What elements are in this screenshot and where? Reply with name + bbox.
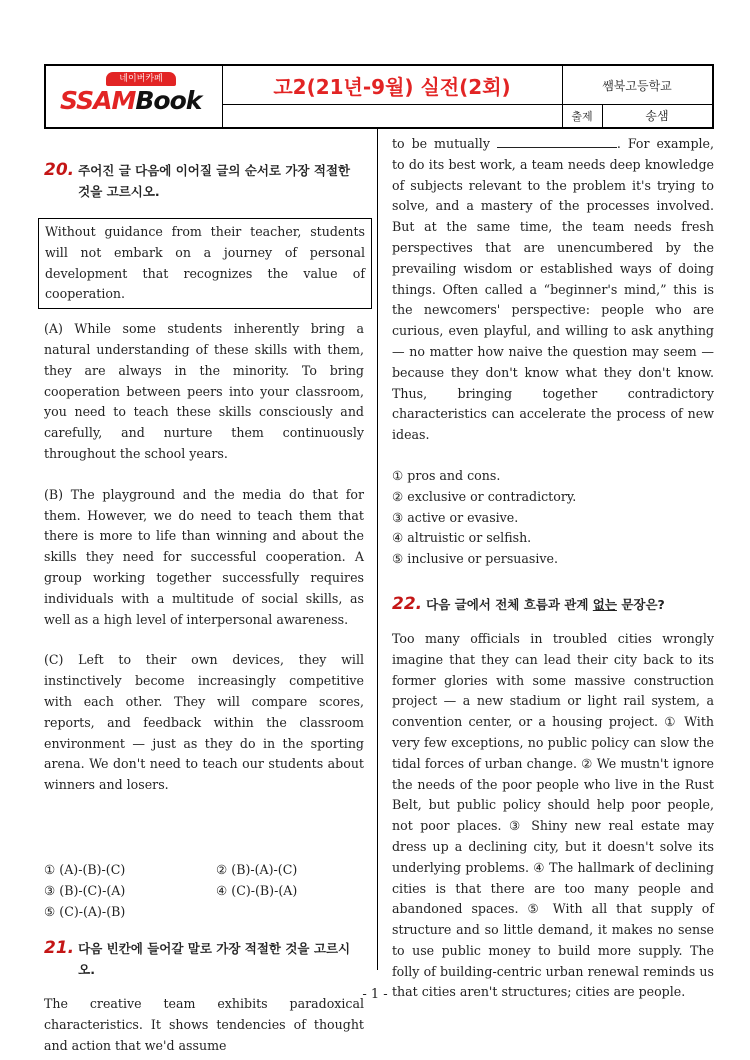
q21-number: 21. — [44, 938, 75, 959]
q22-header — [392, 594, 714, 615]
q22-question — [426, 594, 665, 615]
q20-option-2[interactable]: ② (B)-(A)-(C) — [216, 861, 298, 877]
author-label: 출제 — [562, 104, 603, 127]
logo-cell — [46, 66, 223, 127]
q21-passage-post: . For example, to do its best work, a team needs deep knowledge of subjects relevant to the problem it's trying to solve, and a mastery of the processes involved. But at the same time, the team needs fresh perspectives that are unencumbered by the prevailing wisdom or established ways of doing things. Often called a “beginner's mind,” this is the newcomers' perspective: people who are curious, even playful, and willing to ask anything — no matter how naive the question may seem — because they don't know what they don't know. Thus, bringing together contradictory characteristics can accelerate the process of new ideas. — [392, 136, 714, 443]
q22-question-pre: 다음 글에서 전체 흐름과 관계 — [426, 596, 589, 612]
school-name: 쌤북고등학교 — [562, 66, 712, 105]
q21-passage-continued — [392, 134, 714, 446]
q21-question: 다음 빈칸에 들어갈 말로 가장 적절한 것을 고르시오. — [78, 941, 351, 978]
ssambook-logo — [60, 72, 210, 122]
q22-question-underlined: 없는 — [592, 596, 617, 612]
logo-text-ssam: SSAM — [60, 86, 136, 115]
q21-option-2[interactable]: ② exclusive or contradictory. — [392, 488, 577, 504]
info-cell — [562, 66, 712, 127]
q20-passage-b: (B) The playground and the media do that for them. However, we do need to teach them that there is more to life than winning and about the skills they need for successful cooperation. A group working together successfully requires individuals with a multitude of social skills, as well as a high level of interpersonal awareness. — [44, 486, 364, 627]
q21-blank — [497, 135, 617, 148]
q22-question-post: 문장은? — [621, 596, 665, 612]
page-number: - 1 - — [362, 987, 388, 1002]
q20-given-box — [38, 218, 372, 309]
q20-given-text: Without guidance from their teacher, students will not embark on a journey of personal development that recognizes the value of cooperation. — [45, 224, 365, 302]
q20-option-1[interactable]: ① (A)-(B)-(C) — [44, 861, 126, 877]
title-cell — [222, 66, 563, 127]
exam-title: 고2(21년-9월) 실전(2회) — [222, 66, 562, 105]
left-column — [44, 160, 364, 1057]
right-column — [392, 134, 714, 1003]
q21-option-3[interactable]: ③ active or evasive. — [392, 509, 519, 525]
header-table — [44, 64, 714, 129]
column-divider — [377, 129, 378, 970]
q20-options — [44, 860, 364, 922]
q20-option-5[interactable]: ⑤ (C)-(A)-(B) — [44, 903, 126, 919]
q20-option-3[interactable]: ③ (B)-(C)-(A) — [44, 882, 126, 898]
q22-number: 22. — [392, 593, 423, 614]
q21-option-1[interactable]: ① pros and cons. — [392, 467, 501, 483]
q21-option-5[interactable]: ⑤ inclusive or persuasive. — [392, 551, 558, 567]
q20-passage-a: (A) While some students inherently bring a natural understanding of these skills with them, they are always in the minority. To bring cooperation between peers into your classroom, you need to teach these skills consciously and carefully, and nurture them continuously throughout the school years. — [44, 321, 364, 461]
q21-option-4[interactable]: ④ altruistic or selfish. — [392, 530, 532, 546]
q20-question: 주어진 글 다음에 이어질 글의 순서로 가장 적절한 것을 고르시오. — [78, 163, 351, 199]
q21-passage-start: The creative team exhibits paradoxical characteristics. It shows tendencies of thought and action that we'd assume — [44, 996, 364, 1053]
logo-wordmark — [60, 86, 201, 115]
author-name: 송샘 — [645, 109, 669, 123]
q20-number: 20. — [44, 160, 75, 180]
q22-passage: Too many officials in troubled cities wrongly imagine that they can lead their city back to its former glories with some massive construction project — a new stadium or light rail system, a convention center, or a housing project. ① With very few exceptions, no public policy can slow the tidal forces of urban change. ② We mustn't ignore the needs of the poor people who live in the Rust Belt, but public policy should help poor people, not poor places. ③ Shiny new real estate may dress up a declining city, but it doesn't solve its underlying problems. ④ The hallmark of declining cities is that there are too many people and abandoned spaces. ⑤ With all that supply of structure and so little demand, it makes no sense to use public money to build more supply. The folly of building-centric urban renewal reminds us that cities aren't structures; cities are people. — [392, 630, 714, 1000]
logo-badge: 네이버카페 — [106, 72, 176, 86]
q21-passage-pre: to be mutually — [392, 136, 490, 151]
q20-passage-c: (C) Left to their own devices, they will instinctively become increasingly competitive with each other. They will compare scores, reports, and feedback within the classroom environment — just as they do in the sporting arena. We don't need to teach our students about winners and losers. — [44, 652, 364, 793]
logo-text-book: Book — [135, 86, 202, 115]
q20-option-4[interactable]: ④ (C)-(B)-(A) — [216, 882, 298, 898]
q20-header — [44, 160, 364, 202]
q21-header — [44, 938, 364, 980]
q21-options — [392, 466, 714, 570]
